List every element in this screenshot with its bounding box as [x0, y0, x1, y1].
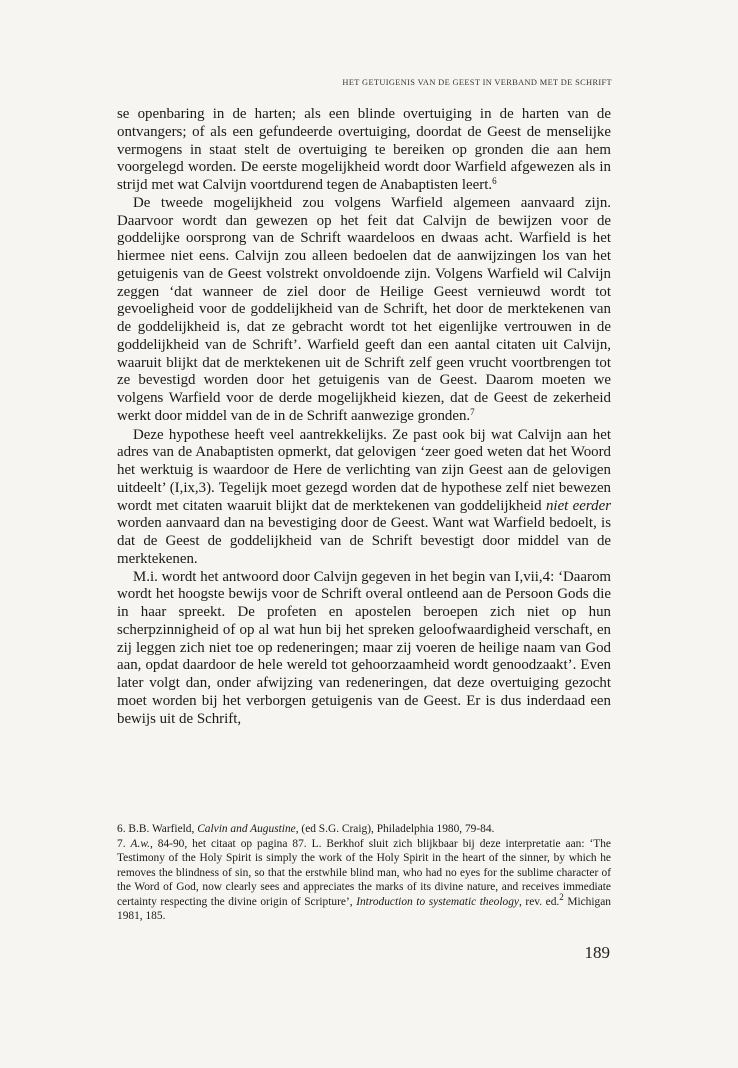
footnote-6: 6. B.B. Warfield, Calvin and Augustine, (ed S.G. Craig), Philadelphia 1980, 79-84. [117, 823, 495, 835]
footnote-7: 7. A.w., 84-90, het citaat op pagina 87. L. Berkhof sluit zich blijkbaar bij deze interpretatie aan: ‘The Testimony of the Holy Spirit is simply the work of the Holy Spirit in the heart of the sinner, by which he removes the blindness of sin, so that the erstwhile blind man, who had no eyes for the sublime character of the Word of God, now clearly sees and appreciates the marks of its divine nature, and receives immediate certainty respecting the divine origin of Scripture’, Introduction to systematic theology, rev. ed.$^2$ Michigan 1981, 185. [117, 837, 611, 922]
paragraph-3: Deze hypothese heeft veel aantrekkelijks. Ze past ook bij wat Calvijn aan het adres van de Anabaptisten opmerkt, dat gelovigen ‘zeer goed weten dat het Woord het werktuig is waardoor de Here de verlichting van zijn Geest aan de gelovigen uitdeelt’ (I,ix,3). Tegelijk moet gezegd worden dat de hypothese zelf niet bewezen wordt met citaten waaruit blijkt dat de merktekenen van goddelijkheid niet eerder worden aanvaard dan na bevestiging door de Geest. Want wat Warfield bedoelt, is dat de Geest de goddelijkheid van de Schrift bevestigt door middel van de merktekenen. [117, 426, 611, 567]
paragraph-2: De tweede mogelijkheid zou volgens Warfield algemeen aanvaard zijn. Daarvoor wordt dan gewezen op het feit dat Calvijn de bewijzen voor de goddelijke oorsprong van de Schrift waardeloos en dwaas acht. Warfield is het hiermee niet eens. Calvijn zou alleen bedoelen dat de aanwijzingen los van het getuigenis van de Geest volstrekt onvoldoende zijn. Volgens Warfield wil Calvijn zeggen ‘dat wanneer de ziel door de Heilige Geest vernieuwd wordt tot gevoeligheid voor de goddelijkheid van de Schrift, het door de merktekenen van de goddelijkheid is, dat ze gebracht wordt tot het eigenlijke vertrouwen in de goddelijkheid van de Schrift’. Warfield geeft dan een aantal citaten uit Calvijn, waaruit blijkt dat de merktekenen uit de Schrift zelf geen vrucht voortbrengen tot ze bevestigd worden door het getuigenis van de Geest. Daarom moeten we volgens Warfield voor de derde mogelijkheid kiezen, dat de Geest de zekerheid werkt door middel van de in de Schrift aanwezige gronden.$^7$ [117, 194, 611, 424]
body-text [117, 106, 611, 728]
footnote-ref-7: 7 [470, 406, 475, 417]
footnote-ref-6: 6 [492, 176, 497, 186]
emphasis: niet eerder [545, 497, 611, 514]
paragraph-4: M.i. wordt het antwoord door Calvijn gegeven in het begin van I,vii,4: ‘Daarom wordt het hoogste bewijs voor de Schrift overal ontleend aan de Persoon Gods die in haar spreekt. De profeten en apostelen beroepen zich niet op hun scherpzinnigheid of op al wat hun bij het spreken geloofwaardigheid verschaft, en zij leggen zich niet toe op redeneringen; maar zij voeren de heilige naam van God aan, opdat daardoor de hele wereld tot gehoorzaamheid wordt genoodzaakt’. Even later volgt dan, onder afwijzing van redeneringen, dat deze overtuiging gezocht moet worden bij het verborgen getuigenis van de Geest. Er is dus inderdaad een bewijs uit de Schrift, [117, 568, 611, 727]
page-number: 189 [584, 943, 610, 962]
footnotes [117, 822, 611, 924]
running-header: HET GETUIGENIS VAN DE GEEST IN VERBAND MET DE SCHRIFT [342, 78, 612, 87]
paragraph-1: se openbaring in de harten; als een blinde overtuiging in de harten van de ontvangers; of als een gefundeerde overtuiging, doordat de Geest de menselijke vermogens in staat stelt de overtuiging te bereiken op gronden die aan hem voorgelegd worden. De eerste mogelijkheid wordt door Warfield afgewezen als in strijd met wat Calvijn voortdurend tegen de Anabaptisten leert.$^6$ [117, 106, 611, 193]
